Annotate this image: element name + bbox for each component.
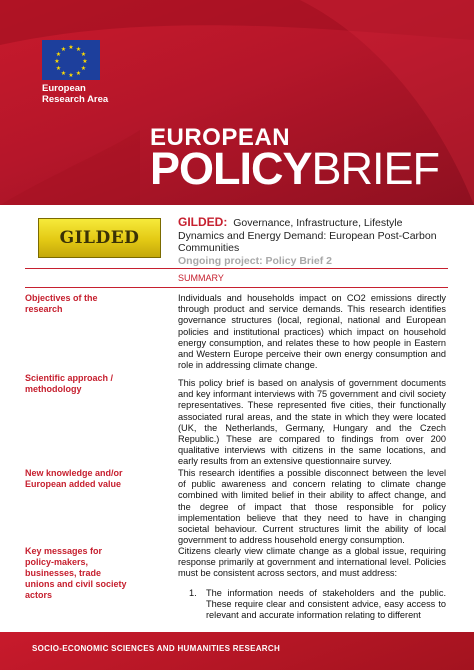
svg-text:★: ★ — [68, 72, 74, 79]
era-line-2: Research Area — [42, 94, 109, 105]
svg-text:★: ★ — [75, 70, 82, 77]
eu-stars-icon — [42, 40, 100, 80]
era-line-1: European — [42, 83, 86, 94]
list-item-text: The information needs of stakeholders and the public. These require clear and consistent advice, easy access to relevant and accurate information relating to different — [206, 588, 446, 621]
project-logo — [38, 218, 161, 258]
row-text-key-messages: Citizens clearly view climate change as a global issue, requiring response primarily at government and international level. Policies must be consistent across sectors, and must address: — [178, 546, 446, 579]
summary-top-rule — [25, 268, 448, 269]
key-messages-list-item — [189, 588, 446, 622]
row-label-added-value: New knowledge and/or European added value — [25, 468, 123, 489]
svg-text:★: ★ — [80, 65, 87, 72]
title-european: EUROPEAN — [150, 124, 291, 151]
svg-text:★: ★ — [55, 51, 62, 58]
svg-text:★: ★ — [60, 70, 67, 77]
svg-text:★: ★ — [80, 51, 87, 58]
row-label-key-messages: Key messages for policy-makers, businesses, trade unions and civil society actors — [25, 546, 127, 600]
row-text-added-value: This research identifies a possible disconnect between the level of public awareness and concern relating to climate change combined with limited belief in their ability to affect change, and the degree of impact that those responsible for policy implementation believe that they need to have in changing societal behaviour. Current structures limit the ability of local government to address household energy consumption. — [178, 468, 446, 546]
project-logo-text: GILDED — [59, 228, 140, 248]
row-label-objectives: Objectives of the research — [25, 293, 98, 314]
row-text-methodology: This policy brief is based on analysis of government documents and key informant interviews with 75 government and civil society representatives. These represented five cities, their functionally associated rural areas, and the state in which they were located (UK, the Netherlands, Germany, Hungary and the Czech Republic.) These are compared to findings from over 200 qualitative interviews with citizens in the same locations, and early results from an extensive questionnaire survey. — [178, 378, 446, 467]
era-label — [42, 83, 108, 105]
footer-text: SOCIO-ECONOMIC SCIENCES AND HUMANITIES RESEARCH — [32, 644, 281, 653]
eu-flag-icon — [42, 40, 100, 80]
svg-text:★: ★ — [54, 58, 60, 65]
list-item-number: 1. — [189, 588, 197, 598]
svg-text:★: ★ — [68, 44, 74, 51]
svg-text:★: ★ — [60, 46, 67, 53]
footer-banner — [0, 632, 474, 670]
project-subtitle: Ongoing project: Policy Brief 2 — [178, 255, 333, 267]
project-title — [178, 216, 448, 255]
title-policy-word: POLICY — [150, 143, 312, 194]
title-brief-word: BRIEF — [311, 143, 440, 194]
summary-heading: SUMMARY — [178, 273, 224, 283]
svg-text:★: ★ — [82, 58, 88, 65]
row-text-objectives: Individuals and households impact on CO2 emissions directly through product and service demands. This research identifies governance structures (local, regional, national and European policies and institutional practices) which impact on household energy consumption, and relates these to how people in Eastern and Western Europe perceive their own energy consumption and role in addressing climate change. — [178, 293, 446, 371]
summary-bottom-rule — [25, 287, 448, 288]
title-policy-brief — [150, 143, 439, 195]
row-label-methodology: Scientific approach / methodology — [25, 373, 114, 394]
header-banner — [0, 0, 474, 205]
project-title-text: Governance, Infrastructure, Lifestyle Dynamics and Energy Demand: European Post-Carbon Communities — [178, 217, 437, 254]
project-acronym: GILDED: — [178, 215, 228, 229]
svg-text:★: ★ — [75, 46, 82, 53]
svg-text:★: ★ — [55, 65, 62, 72]
